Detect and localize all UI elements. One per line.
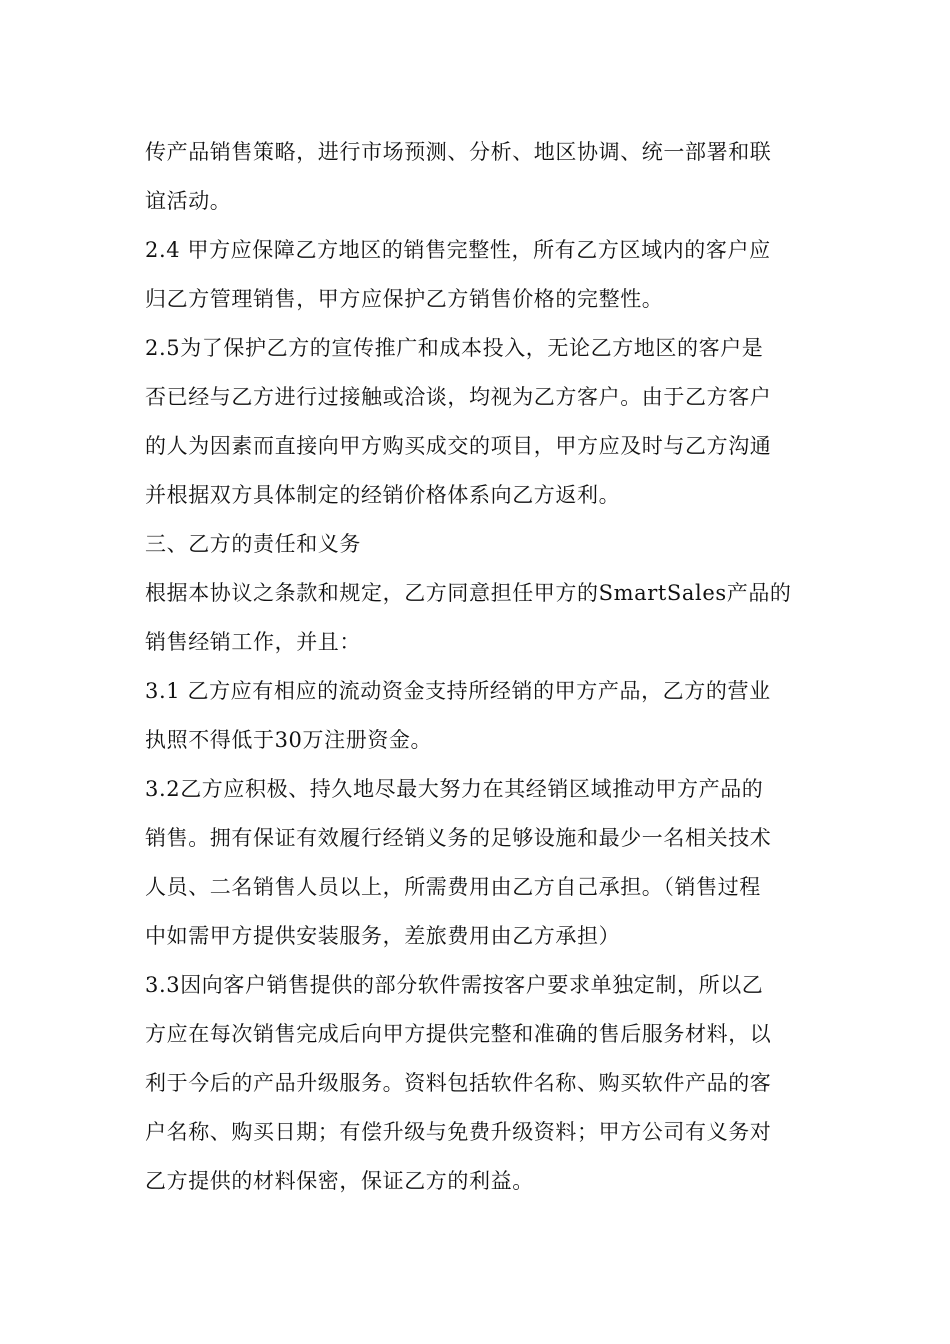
text-line: 根据本协议之条款和规定，乙方同意担任甲方的SmartSales产品的 — [145, 581, 792, 605]
clause-2-5-line: 2.5为了保护乙方的宣传推广和成本投入，无论乙方地区的客户是 — [145, 336, 764, 360]
section-heading: 三、乙方的责任和义务 — [145, 532, 361, 556]
text-line: 户名称、购买日期；有偿升级与免费升级资料；甲方公司有义务对 — [145, 1120, 772, 1144]
text-line: 谊活动。 — [145, 189, 232, 213]
text-line: 利于今后的产品升级服务。资料包括软件名称、购买软件产品的客 — [145, 1071, 772, 1095]
clause-2-4-line: 2.4 甲方应保障乙方地区的销售完整性，所有乙方区域内的客户应 — [145, 238, 771, 262]
text-line: 中如需甲方提供安装服务，差旅费用由乙方承担） — [145, 924, 621, 948]
text-line: 执照不得低于30万注册资金。 — [145, 728, 433, 752]
text-line: 的人为因素而直接向甲方购买成交的项目，甲方应及时与乙方沟通 — [145, 434, 772, 458]
text-line: 归乙方管理销售，甲方应保护乙方销售价格的完整性。 — [145, 287, 664, 311]
text-line: 乙方提供的材料保密，保证乙方的利益。 — [145, 1169, 534, 1193]
text-line: 并根据双方具体制定的经销价格体系向乙方返利。 — [145, 483, 621, 507]
clause-3-2-line: 3.2乙方应积极、持久地尽最大努力在其经销区域推动甲方产品的 — [145, 777, 764, 801]
text-line: 否已经与乙方进行过接触或洽谈，均视为乙方客户。由于乙方客户 — [145, 385, 772, 409]
document-body — [145, 128, 815, 1206]
clause-3-1-line: 3.1 乙方应有相应的流动资金支持所经销的甲方产品，乙方的营业 — [145, 679, 771, 703]
text-line: 传产品销售策略，进行市场预测、分析、地区协调、统一部署和联 — [145, 140, 772, 164]
text-line: 人员、二名销售人员以上，所需费用由乙方自己承担。（销售过程 — [145, 875, 761, 899]
text-line: 方应在每次销售完成后向甲方提供完整和准确的售后服务材料，以 — [145, 1022, 772, 1046]
text-line: 销售。拥有保证有效履行经销义务的足够设施和最少一名相关技术 — [145, 826, 772, 850]
clause-3-3-line: 3.3因向客户销售提供的部分软件需按客户要求单独定制，所以乙 — [145, 973, 764, 997]
text-line: 销售经销工作，并且： — [145, 630, 361, 654]
